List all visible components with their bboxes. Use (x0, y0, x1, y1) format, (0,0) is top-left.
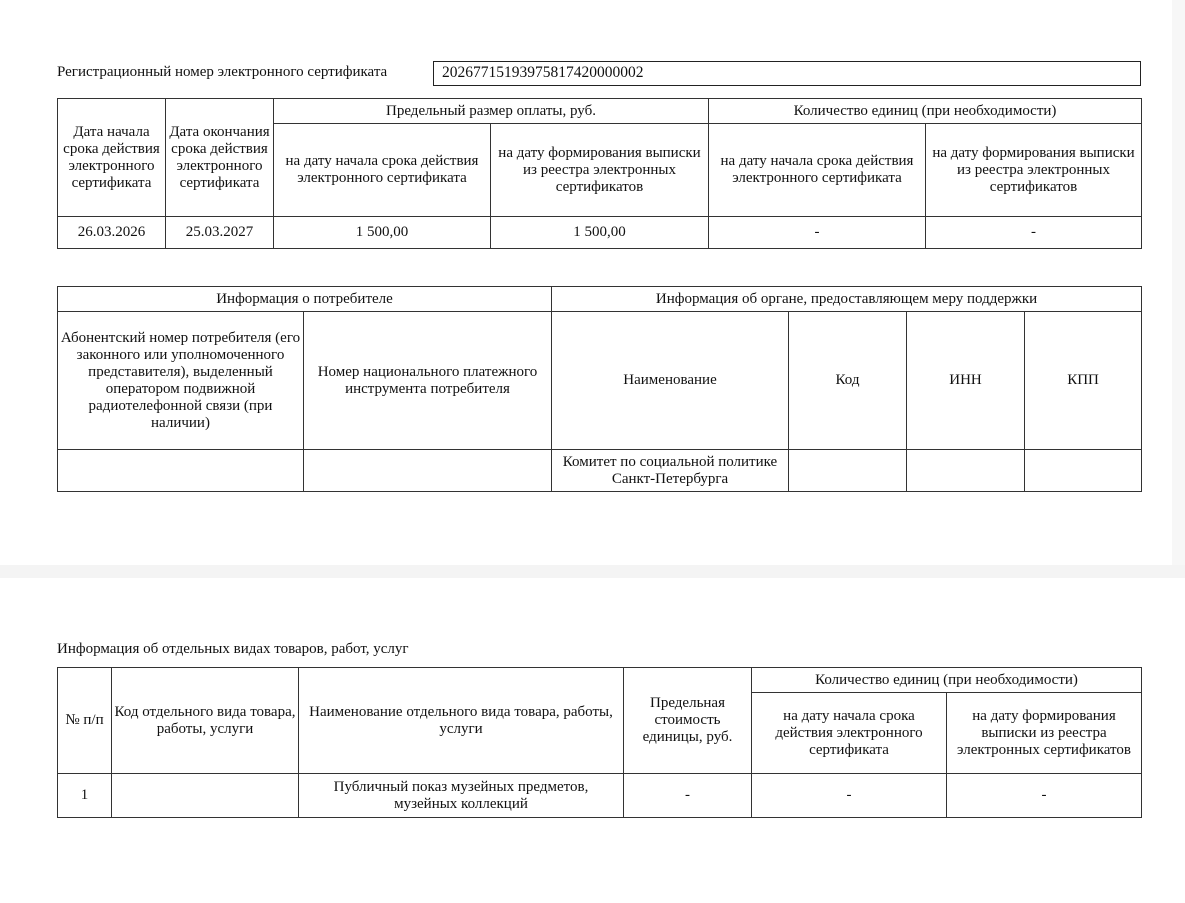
header-name: Наименование отдельного вида товара, работы, услуги (299, 668, 624, 774)
header-start-date: Дата начала срока действия электронного сертификата (58, 99, 166, 217)
goods-table (57, 667, 1142, 818)
cell: 25.03.2027 (166, 217, 274, 249)
header-code: Код (789, 312, 907, 450)
cell: 1 500,00 (274, 217, 491, 249)
cell: - (752, 774, 947, 818)
header-units-start: на дату начала срока действия электронного сертификата (709, 124, 926, 217)
consumer-table (57, 286, 1142, 492)
cell: - (709, 217, 926, 249)
cell: 26.03.2026 (58, 217, 166, 249)
certificate-table (57, 98, 1142, 249)
cell (907, 450, 1025, 492)
cell: 1 (58, 774, 112, 818)
header-payment-form: на дату формирования выписки из реестра электронных сертификатов (491, 124, 709, 217)
header-num: № п/п (58, 668, 112, 774)
header-units: Количество единиц (при необходимости) (752, 668, 1142, 693)
goods-section-title: Информация об отдельных видах товаров, работ, услуг (57, 641, 409, 657)
registration-label: Регистрационный номер электронного сертификата (57, 64, 388, 80)
cell: Комитет по социальной политике Санкт-Петербурга (552, 450, 789, 492)
table-row (58, 217, 1142, 249)
table-row (58, 450, 1142, 492)
header-end-date: Дата окончания срока действия электронного сертификата (166, 99, 274, 217)
cell: - (926, 217, 1142, 249)
registration-number: 20267715193975817420000002 (433, 61, 1141, 86)
cell (58, 450, 304, 492)
header-units: Количество единиц (при необходимости) (709, 99, 1142, 124)
cell (112, 774, 299, 818)
page-separator (0, 565, 1185, 578)
cell (304, 450, 552, 492)
header-code: Код отдельного вида товара, работы, услуги (112, 668, 299, 774)
table-row (58, 774, 1142, 818)
cell: Публичный показ музейных предметов, музейных коллекций (299, 774, 624, 818)
cell (1025, 450, 1142, 492)
header-payment: Предельный размер оплаты, руб. (274, 99, 709, 124)
header-organ: Информация об органе, предоставляющем меру поддержки (552, 287, 1142, 312)
header-units-form: на дату формирования выписки из реестра электронных сертификатов (947, 693, 1142, 774)
header-price: Предельная стоимость единицы, руб. (624, 668, 752, 774)
header-kpp: КПП (1025, 312, 1142, 450)
cell: - (947, 774, 1142, 818)
header-units-form: на дату формирования выписки из реестра электронных сертификатов (926, 124, 1142, 217)
cell (789, 450, 907, 492)
header-units-start: на дату начала срока действия электронного сертификата (752, 693, 947, 774)
header-consumer: Информация о потребителе (58, 287, 552, 312)
cell: - (624, 774, 752, 818)
header-inn: ИНН (907, 312, 1025, 450)
cell: 1 500,00 (491, 217, 709, 249)
header-phone: Абонентский номер потребителя (его законного или уполномоченного представителя), выделенный оператором подвижной радиотелефонной связи (при наличии) (58, 312, 304, 450)
page-edge (1172, 0, 1185, 565)
header-payment-start: на дату начала срока действия электронного сертификата (274, 124, 491, 217)
header-name: Наименование (552, 312, 789, 450)
header-card: Номер национального платежного инструмента потребителя (304, 312, 552, 450)
